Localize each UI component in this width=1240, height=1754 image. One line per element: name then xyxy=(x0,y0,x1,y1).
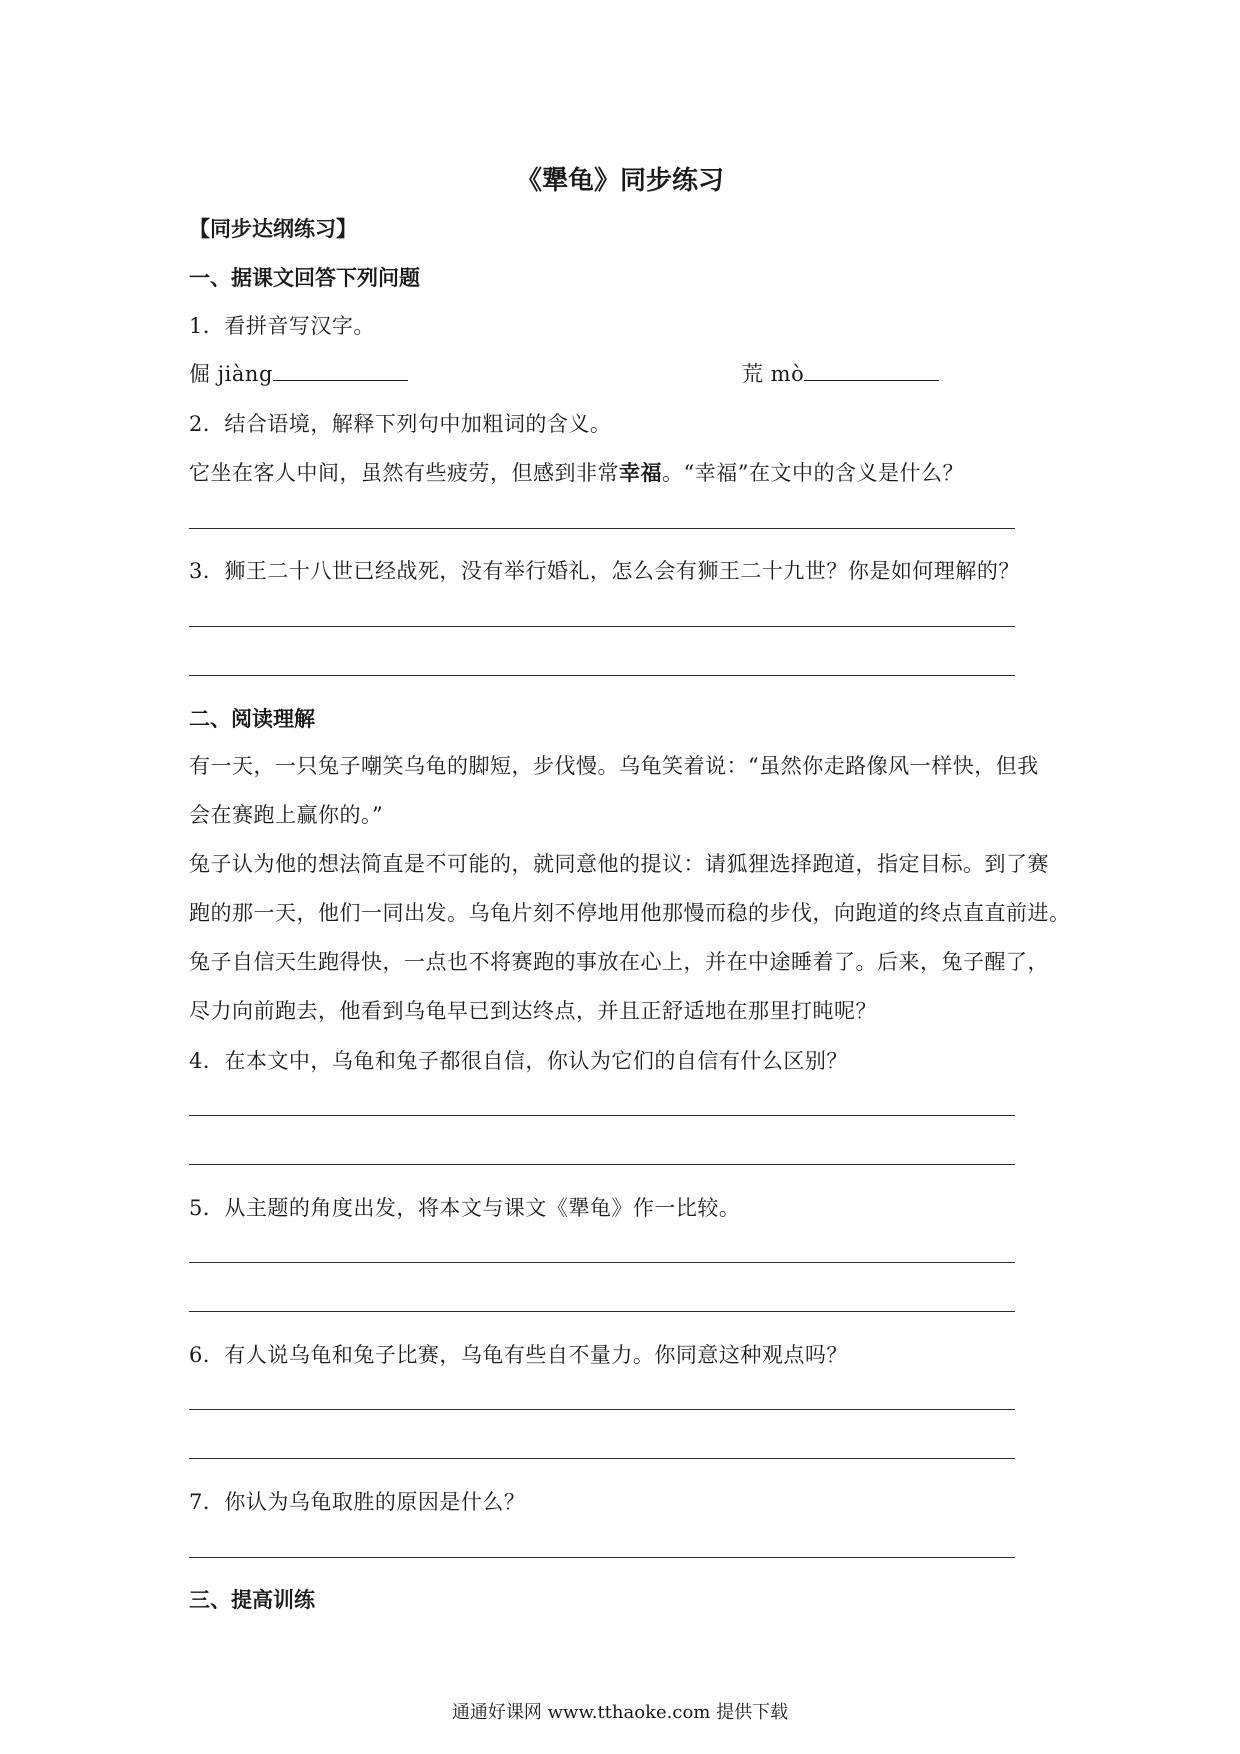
question-6: 6．有人说乌龟和兔子比赛，乌龟有些自不量力。你同意这种观点吗？ xyxy=(189,1343,848,1367)
bold-word: 幸福 xyxy=(619,460,662,485)
question-2: 2．结合语境，解释下列句中加粗词的含义。 xyxy=(189,412,612,436)
answer-line xyxy=(189,1115,1015,1116)
question-2-sentence xyxy=(189,457,964,487)
passage-line: 有一天，一只兔子嘲笑乌龟的脚短，步伐慢。乌龟笑着说：“虽然你走路像风一样快，但我 xyxy=(189,754,1039,778)
passage-line: 会在赛跑上赢你的。” xyxy=(189,803,384,827)
answer-line xyxy=(189,1164,1015,1165)
section-1-heading: 一、据课文回答下列问题 xyxy=(189,266,420,290)
answer-blank xyxy=(804,362,939,381)
section-3-heading: 三、提高训练 xyxy=(189,1588,315,1612)
pinyin-item-a xyxy=(189,358,408,388)
question-3: 3．狮王二十八世已经战死，没有举行婚礼，怎么会有狮王二十九世？你是如何理解的？ xyxy=(189,559,1020,583)
question-1: 1．看拼音写汉字。 xyxy=(189,314,375,338)
page-title: 《犟龟》同步练习 xyxy=(515,166,724,196)
pinyin-b-label: 荒 mò xyxy=(742,362,805,386)
answer-line xyxy=(189,675,1015,676)
practice-heading: 【同步达纲练习】 xyxy=(189,217,357,241)
answer-line xyxy=(189,1409,1015,1410)
question-7: 7．你认为乌龟取胜的原因是什么？ xyxy=(189,1490,526,1514)
question-5: 5．从主题的角度出发，将本文与课文《犟龟》作一比较。 xyxy=(189,1196,741,1220)
answer-line xyxy=(189,528,1015,529)
passage-line: 兔子认为他的想法简直是不可能的，就同意他的提议：请狐狸选择跑道，指定目标。到了赛 xyxy=(189,852,1049,876)
answer-line xyxy=(189,1311,1015,1312)
answer-line xyxy=(189,626,1015,627)
passage-line: 尽力向前跑去，他看到乌龟早已到达终点，并且正舒适地在那里打盹呢？ xyxy=(189,999,877,1023)
passage-line: 跑的那一天，他们一同出发。乌龟片刻不停地用他那慢而稳的步伐，向跑道的终点直直前进。 xyxy=(189,901,1071,925)
page-footer: 通通好课网 www.tthaoke.com 提供下载 xyxy=(451,1702,789,1723)
question-4: 4．在本文中，乌龟和兔子都很自信，你认为它们的自信有什么区别？ xyxy=(189,1049,848,1073)
answer-line xyxy=(189,1557,1015,1558)
sentence-before: 它坐在客人中间，虽然有些疲劳，但感到非常 xyxy=(189,461,619,485)
pinyin-item-b xyxy=(742,358,939,388)
answer-line xyxy=(189,1262,1015,1263)
section-2-heading: 二、阅读理解 xyxy=(189,707,315,731)
passage-line: 兔子自信天生跑得快，一点也不将赛跑的事放在心上，并在中途睡着了。后来，兔子醒了， xyxy=(189,950,1049,974)
sentence-after: 。“幸福”在文中的含义是什么？ xyxy=(662,461,964,485)
answer-line xyxy=(189,1458,1015,1459)
answer-blank xyxy=(273,362,408,381)
pinyin-a-label: 倔 jiàng xyxy=(189,362,273,386)
